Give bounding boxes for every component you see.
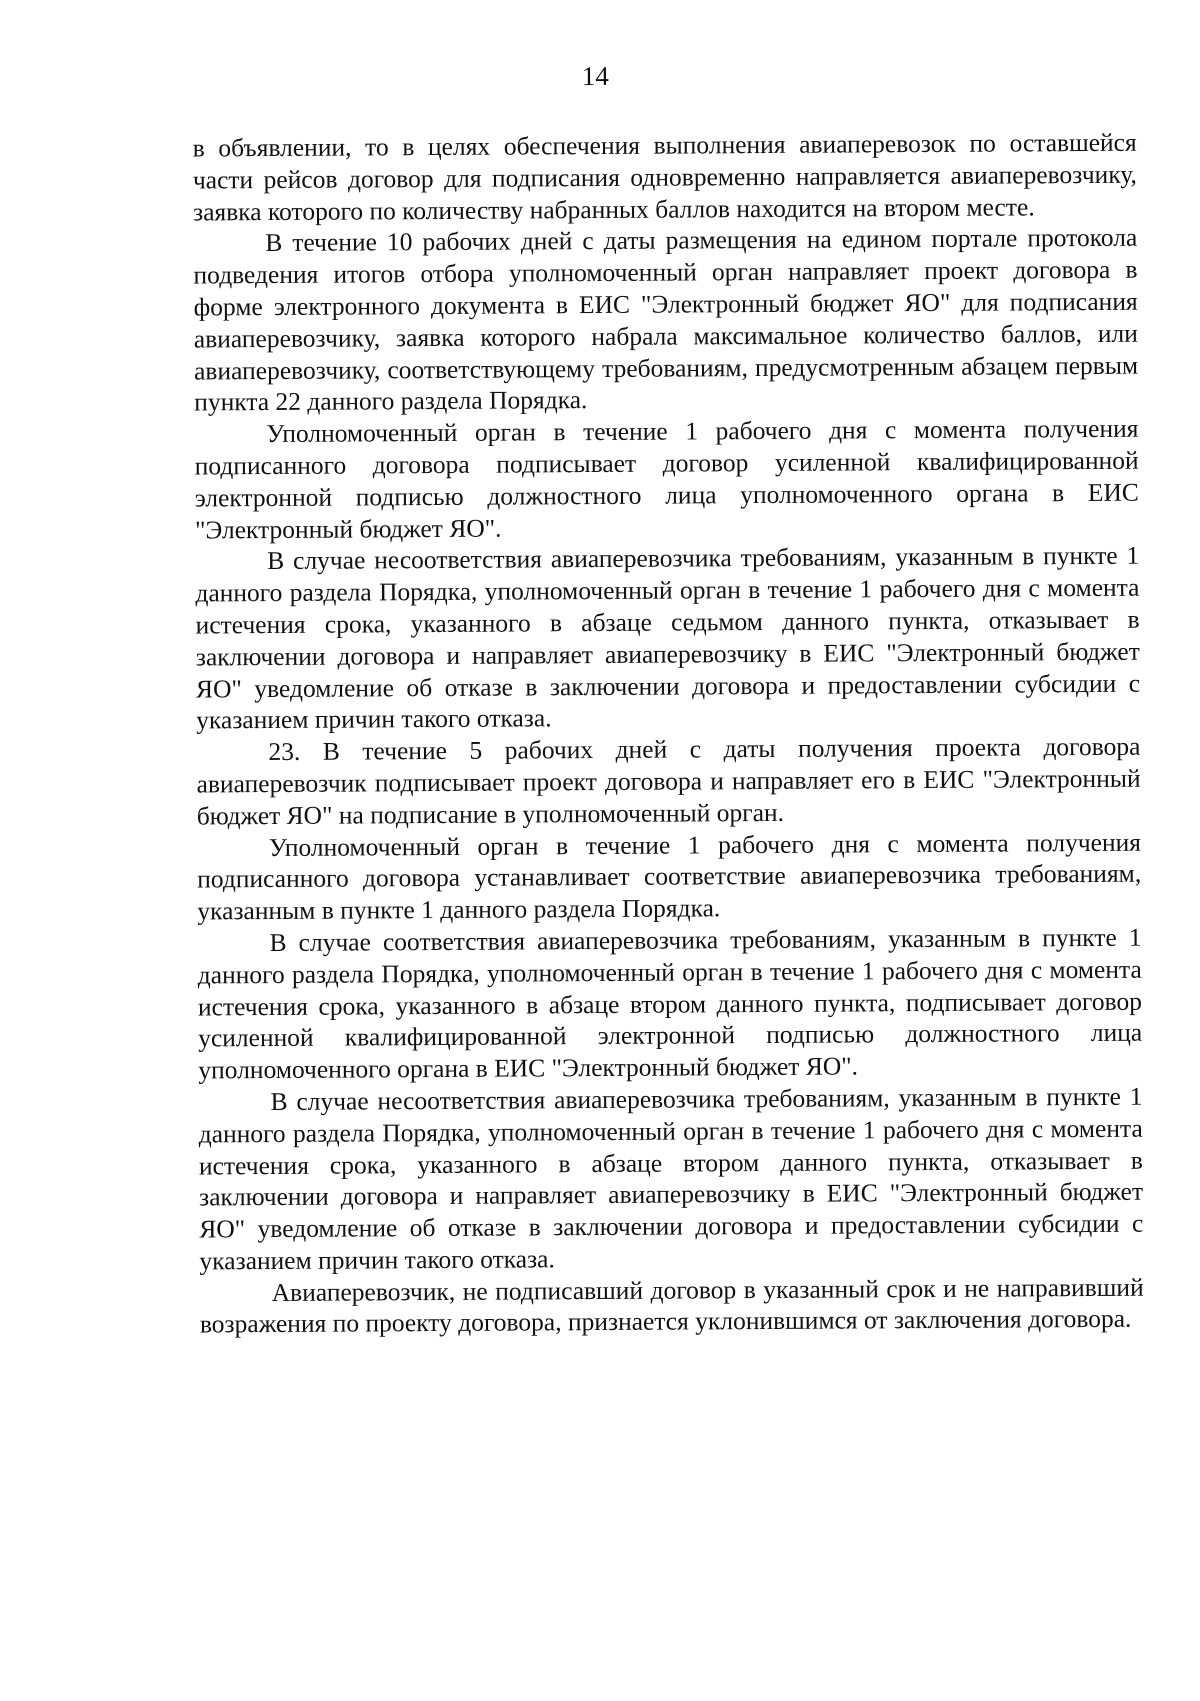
paragraph-project-sending: В течение 10 рабочих дней с даты размещения на едином портале протокола подведения итогов отбора уполномоченный орган направляет проект договора в форме электронного документа в ЕИС "Электронный бюджет ЯО" для подписания авиаперевозчику, заявка которого набрала максимальное количество баллов, или авиаперевозчику, соответствующему требованиям, предусмотренным абзацем первым пункта 22 данного раздела Порядка. (193, 223, 1139, 417)
paragraph-compliance-signing: В случае соответствия авиаперевозчика требованиям, указанным в пункте 1 данного раздела Порядка, уполномоченный орган в течение 1 рабочего дня с момента истечения срока, указанного в абзаце втором данного пункта, подписывает договор усиленной квалифицированной электронной подписью должностного лица уполномоченного органа в ЕИС "Электронный бюджет ЯО". (197, 922, 1143, 1085)
paragraph-compliance-check: Уполномоченный орган в течение 1 рабочего дня с момента получения подписанного договора устанавливает соответствие авиаперевозчика требованиям, указанным в пункте 1 данного раздела Порядка. (197, 827, 1142, 926)
paragraph-clause-23: 23. В течение 5 рабочих дней с даты получения проекта договора авиаперевозчик подписывает проект договора и направляет его в ЕИС "Электронный бюджет ЯО" на подписание в уполномоченный орган. (196, 731, 1141, 831)
page-number: 14 (581, 60, 609, 92)
paragraph-refusal-second: В случае несоответствия авиаперевозчика требованиям, указанным в пункте 1 данного раздела Порядка, уполномоченный орган в течение 1 рабочего дня с момента истечения срока, указанного в абзаце втором данного пункта, отказывает в заключении договора и направляет авиаперевозчику в ЕИС "Электронный бюджет ЯО" уведомление об отказе в заключении договора и предоставлении субсидии с указанием причин такого отказа. (198, 1081, 1144, 1276)
paragraph-signing-by-authority: Уполномоченный орган в течение 1 рабочего дня с момента получения подписанного договора подписывает договор усиленной квалифицированной электронной подписью должностного лица уполномоченного органа в ЕИС "Электронный бюджет ЯО". (194, 413, 1139, 545)
paragraph-continuation: в объявлении, то в целях обеспечения выполнения авиаперевозок по оставшейся части рейсов договор для подписания одновременно направляется авиаперевозчику, заявка которого по количеству набранных баллов находится на втором месте. (192, 127, 1137, 227)
paragraph-evasion: Авиаперевозчик, не подписавший договор в указанный срок и не направивший возражения по проекту договора, признается уклонившимся от заключения договора. (199, 1272, 1144, 1339)
body-text (193, 127, 1144, 1341)
paragraph-refusal-seventh: В случае несоответствия авиаперевозчика требованиям, указанным в пункте 1 данного раздела Порядка, уполномоченный орган в течение 1 рабочего дня с момента истечения срока, указанного в абзаце седьмом данного пункта, отказывает в заключении договора и направляет авиаперевозчику в ЕИС "Электронный бюджет ЯО" уведомление об отказе в заключении договора и предоставлении субсидии с указанием причин такого отказа. (195, 541, 1141, 735)
